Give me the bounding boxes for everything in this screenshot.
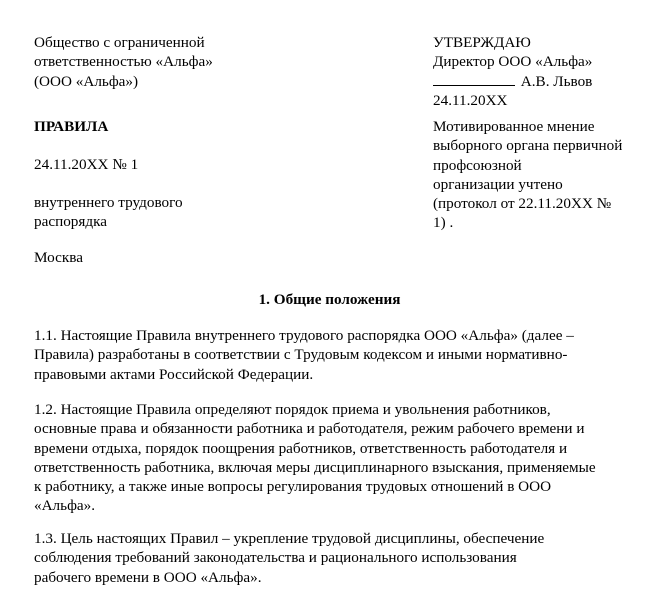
paragraph-line: основные права и обязанности работника и работодателя, режим рабочего времени и (34, 420, 585, 438)
document-city: Москва (34, 249, 83, 266)
paragraph-line: соблюдения требований законодательства и рационального использования (34, 549, 517, 567)
document-type: ПРАВИЛА (34, 118, 109, 135)
signature-row (433, 72, 592, 91)
paragraph-line: ответственность работника, включая меры дисциплинарного взыскания, применяемые (34, 458, 596, 476)
union-opinion-line: профсоюзной (433, 156, 522, 174)
union-opinion (433, 117, 622, 233)
organization-name (34, 33, 213, 91)
organization-line: ответственностью «Альфа» (34, 53, 213, 71)
union-opinion-line: 1) . (433, 214, 454, 232)
paragraph-line: правовыми актами Российской Федерации. (34, 365, 314, 383)
paragraph-line: времени отдыха, порядок поощрения работников, ответственность работодателя и (34, 439, 568, 457)
paragraph-line: рабочего времени в ООО «Альфа». (34, 568, 262, 586)
document-date-number: 24.11.20ХХ № 1 (34, 156, 139, 173)
organization-line: Общество с ограниченной (34, 34, 205, 51)
document-subject-line: распорядка (34, 213, 107, 231)
paragraph-1-2 (34, 400, 634, 516)
paragraph-line: 1.3. Цель настоящих Правил – укрепление трудовой дисциплины, обеспечение (34, 530, 545, 547)
paragraph-1-1 (34, 326, 634, 384)
union-opinion-line: выборного органа первичной (433, 137, 623, 155)
paragraph-line: 1.2. Настоящие Правила определяют порядок приема и увольнения работников, (34, 401, 551, 418)
approval-date: 24.11.20ХХ (433, 91, 508, 109)
signature-line (433, 72, 515, 86)
approval-signer: А.В. Львов (520, 72, 593, 90)
organization-line: (ООО «Альфа») (34, 72, 139, 90)
paragraph-1-3 (34, 529, 634, 587)
union-opinion-line: (протокол от 22.11.20ХХ № (433, 195, 612, 213)
paragraph-line: «Альфа». (34, 497, 96, 515)
approval-block (433, 33, 592, 110)
paragraph-line: к работнику, а также иные вопросы регулирования трудовых отношений в ООО (34, 478, 552, 496)
document-subject (34, 193, 183, 232)
union-opinion-line: организации учтено (433, 175, 563, 193)
approval-position: Директор ООО «Альфа» (433, 53, 593, 71)
document-subject-line: внутреннего трудового (34, 194, 183, 211)
paragraph-line: 1.1. Настоящие Правила внутреннего трудового распорядка ООО «Альфа» (далее – (34, 327, 574, 344)
section-heading: 1. Общие положения (258, 291, 401, 308)
paragraph-line: Правила) разработаны в соответствии с Трудовым кодексом и иными нормативно- (34, 346, 568, 364)
union-opinion-line: Мотивированное мнение (433, 118, 595, 135)
approval-title: УТВЕРЖДАЮ (433, 34, 531, 51)
